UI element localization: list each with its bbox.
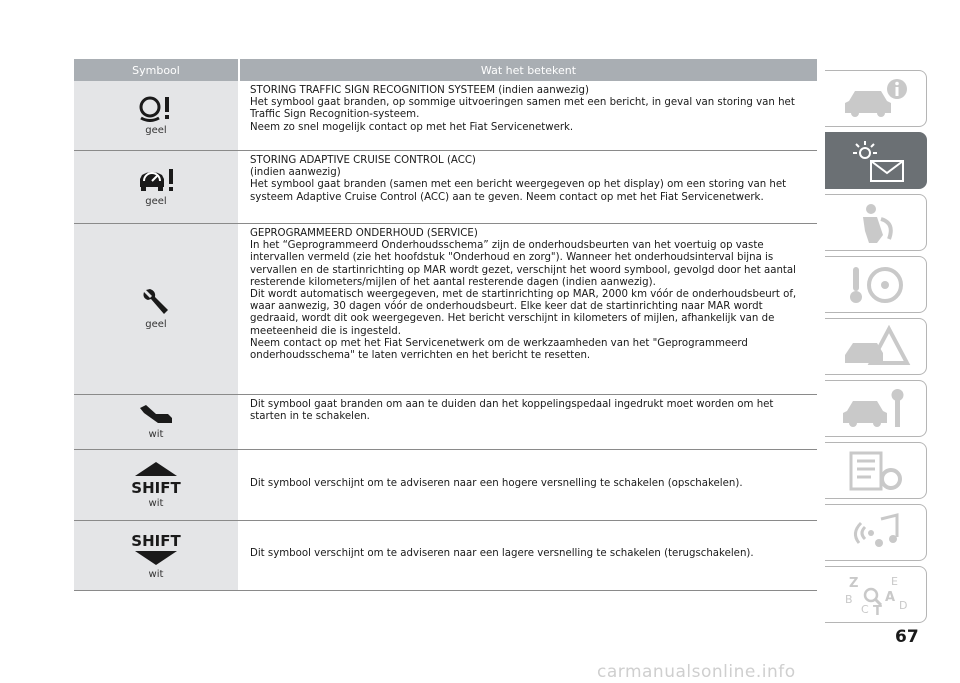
multimedia-icon xyxy=(841,511,911,555)
tab-warning-lights[interactable] xyxy=(825,132,927,189)
row-title: STORING TRAFFIC SIGN RECOGNITION SYSTEEM (indien aanwezig) xyxy=(250,85,589,96)
table-row xyxy=(74,151,817,224)
wrench-icon xyxy=(142,288,170,316)
table-row xyxy=(74,224,817,395)
tab-index[interactable] xyxy=(825,566,927,623)
index-letter: B xyxy=(844,592,853,606)
row-text: Het symbool gaat branden, op sommige uitvoeringen samen met een bericht, in geval van storing van het Traffic Sign Recognition-systeem. xyxy=(250,97,795,121)
table-row xyxy=(74,81,817,151)
symbol-cell xyxy=(74,81,238,150)
row-text: Dit wordt automatisch weergegeven, met de startinrichting op MAR, 2000 km vóór de onderhoudsbeurt of, waar aanwezig, 30 dagen vóór de onderhoudsbeurt. Elke keer dat de startinrichting naar MAR wordt gedraaid, wordt dit ook weergegeven. Het bericht verschijnt in kilometers of mijlen, afhankelijk van de meeteenheid die is ingesteld. xyxy=(250,289,797,337)
tab-maintenance[interactable] xyxy=(825,380,927,437)
shift-up-icon xyxy=(131,461,181,495)
warning-lights-table xyxy=(74,59,817,591)
color-label: wit xyxy=(148,568,164,580)
tab-starting-driving[interactable] xyxy=(825,256,927,313)
index-letter: A xyxy=(884,589,895,605)
tab-safety[interactable] xyxy=(825,194,927,251)
index-letter: T xyxy=(872,603,882,617)
index-letter: E xyxy=(890,574,898,588)
index-letter: D xyxy=(898,598,907,612)
row-text: Dit symbool verschijnt om te adviseren naar een hogere versnelling te schakelen (opschakelen). xyxy=(250,477,743,489)
shift-down-icon xyxy=(131,532,181,566)
chapter-tabs xyxy=(825,70,929,628)
emergency-triangle-icon xyxy=(841,325,911,369)
row-text: Dit symbool verschijnt om te adviseren naar een lagere versnelling te schakelen (terugschakelen). xyxy=(250,548,754,560)
row-text: (indien aanwezig) xyxy=(250,167,341,179)
row-text: In het “Geprogrammeerd Onderhoudsschema” zijn de onderhoudsbeurten van het voertuig op vaste intervallen vermeld (zie het hoofdstuk "Onderhoud en zorg"). Wanneer het onderhoudsinterval bijna is vervallen en de startinrichting op MAR wordt gezet, verschijnt het woord symbool, gevolgd door het aantal resterende kilometers/mijlen of het aantal resterende dagen (indien aanwezig). xyxy=(250,240,796,288)
table-header xyxy=(74,59,817,81)
tab-multimedia[interactable] xyxy=(825,504,927,561)
symbol-cell xyxy=(74,450,238,520)
shift-down-label: SHIFT xyxy=(131,531,181,550)
color-label: geel xyxy=(145,124,167,136)
symbol-cell xyxy=(74,395,238,449)
color-label: geel xyxy=(145,196,167,207)
meaning-cell xyxy=(238,395,817,449)
table-row xyxy=(74,450,817,521)
row-title: GEPROGRAMMEERD ONDERHOUD (SERVICE) xyxy=(250,228,478,239)
header-meaning: Wat het betekent xyxy=(480,63,577,77)
shift-up-label: SHIFT xyxy=(131,479,181,495)
row-text: Neem contact op met het Fiat Servicenetwerk om de werkzaamheden van het "Geprogrammeerd onderhoudsschema" te laten verrichten en het bericht te resetten. xyxy=(250,337,748,362)
color-label: wit xyxy=(148,429,164,440)
steering-wheel-key-icon xyxy=(841,263,911,307)
tab-emergency[interactable] xyxy=(825,318,927,375)
table-row xyxy=(74,395,817,450)
traffic-sign-recognition-failure-icon xyxy=(138,96,174,122)
row-text: Dit symbool gaat branden om aan te duiden dan het koppelingspedaal ingedrukt moet worden om het starten in te schakelen. xyxy=(250,399,774,423)
tab-car-info[interactable] xyxy=(825,70,927,127)
tab-technical-data[interactable] xyxy=(825,442,927,499)
table-row xyxy=(74,521,817,591)
row-text: Neem zo snel mogelijk contact op met het Fiat Servicenetwerk. xyxy=(250,121,574,133)
safety-airbag-icon xyxy=(841,201,911,245)
warning-light-message-icon xyxy=(841,139,911,183)
row-text: Het symbool gaat branden (samen met een bericht weergegeven op het display) om een storing van het systeem Adaptive Cruise Control (ACC) aan te geven. Neem contact op met het Fiat Servicenetwerk. xyxy=(250,179,787,203)
watermark: carmanualsonline.info xyxy=(597,662,796,682)
adaptive-cruise-control-failure-icon xyxy=(136,167,176,193)
symbol-cell xyxy=(74,151,238,223)
index-alphabet-icon xyxy=(841,573,911,617)
meaning-cell xyxy=(238,81,817,150)
color-label: geel xyxy=(145,319,167,330)
technical-data-icon xyxy=(841,449,911,493)
car-info-icon xyxy=(841,77,911,121)
meaning-cell xyxy=(238,224,817,394)
index-letter: Z xyxy=(848,575,858,591)
header-symbol: Symbool xyxy=(74,59,240,81)
symbol-cell xyxy=(74,224,238,394)
index-letter: C xyxy=(860,602,869,616)
meaning-cell xyxy=(238,151,817,223)
meaning-cell xyxy=(238,450,817,520)
meaning-cell xyxy=(238,521,817,590)
row-title: STORING ADAPTIVE CRUISE CONTROL (ACC) xyxy=(250,155,476,166)
car-maintenance-icon xyxy=(841,387,911,431)
color-label: wit xyxy=(148,498,164,509)
symbol-cell xyxy=(74,521,238,590)
clutch-pedal-icon xyxy=(138,404,174,426)
page-number: 67 xyxy=(895,627,919,647)
